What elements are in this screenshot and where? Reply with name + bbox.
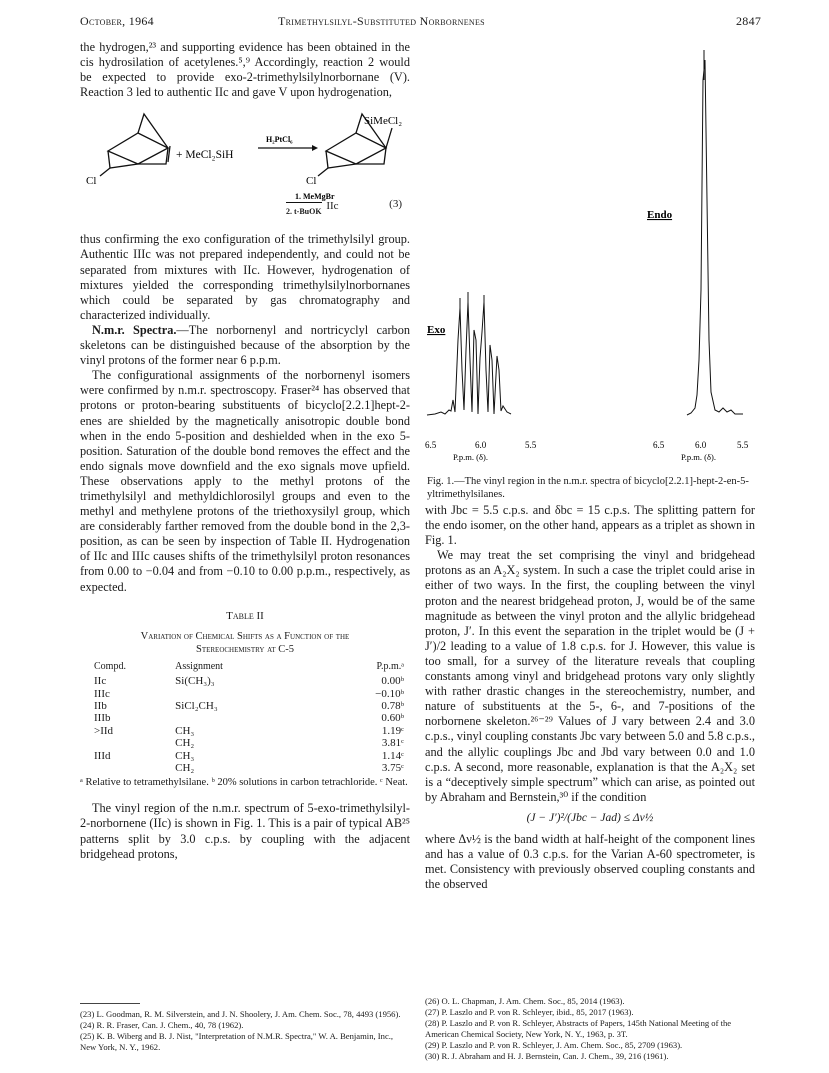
section-heading: N.m.r. Spectra. — [92, 322, 177, 337]
reference-item: (23) L. Goodman, R. M. Silverstein, and J. N. Shoolery, J. Am. Chem. Soc., 78, 4493 (1956). — [80, 1009, 401, 1019]
figure-caption: Fig. 1.—The vinyl region in the n.m.r. spectra of bicyclo[2.2.1]-hept-2-en-5-yltrimethylsilanes. — [427, 476, 749, 500]
silyl-substituent-label: SiMeCl₂ — [364, 115, 403, 128]
table-title: Table II — [226, 609, 264, 622]
footnote-rule — [80, 1003, 140, 1004]
table-cell: IIId — [94, 749, 111, 762]
chloro-label-right: Cl — [306, 175, 317, 188]
table-row — [88, 712, 410, 724]
right-column — [425, 503, 755, 892]
table-cell: CH₃ — [175, 724, 195, 737]
table-cell: IIIc — [94, 687, 110, 700]
table-cell: −0.10ᵇ — [375, 687, 404, 700]
paragraph-text: —The norbornenyl and nortricyclyl carbon skeletons can be distinguished because of the absorption by the vinyl protons of the former near 6 p.p.m. — [80, 322, 410, 368]
tick-label: 5.5 — [525, 440, 537, 450]
table-caption: Variation of Chemical Shifts as a Function of the — [140, 630, 350, 642]
reaction-scheme — [80, 106, 410, 217]
table-cell — [169, 712, 329, 724]
table-row — [88, 725, 410, 737]
step-1-label: 1. MeMgBr — [295, 192, 335, 202]
nmr-spectra-plot — [425, 40, 755, 470]
table-row — [88, 700, 410, 712]
table-cell: CH₃ — [175, 749, 195, 762]
paragraph: where Δν½ is the band width at half-height of the component lines and has a value of 0.3 c.p.s. for the Varian A-60 spectrometer, is met. Consistency with previously observed coupling constants and the observed — [425, 831, 755, 892]
chloro-label-left: Cl — [86, 175, 97, 188]
table-cell: CH₂ — [175, 737, 195, 750]
table-cell: CH₂ — [175, 761, 195, 774]
reference-item: (30) R. J. Abraham and H. J. Bernstein, Can. J. Chem., 39, 216 (1961). — [425, 1051, 669, 1061]
tick-label: 6.0 — [475, 440, 487, 450]
tick-label: 6.5 — [653, 440, 665, 450]
axis-label: P.p.m. (δ). — [453, 452, 488, 462]
reference-item: (25) K. B. Wiberg and B. J. Nist, "Interpretation of N.M.R. Spectra," W. A. Benjamin, Inc., New York, N. Y., 1962. — [80, 1031, 394, 1052]
reference-item: (24) R. R. Fraser, Can. J. Chem., 40, 78 (1962). — [80, 1020, 244, 1030]
table-row — [88, 688, 410, 700]
references-right — [425, 996, 755, 1062]
tick-label: 5.5 — [737, 440, 749, 450]
chemical-shift-table — [88, 661, 410, 775]
table-cell: 1.14ᶜ — [381, 749, 404, 762]
table-row — [88, 750, 410, 762]
tick-label: 6.0 — [695, 440, 707, 450]
table-header: Compd. — [94, 660, 126, 672]
table-footnote: ᵃ Relative to tetramethylsilane. ᵇ 20% solutions in carbon tetrachloride. ᶜ Neat. — [80, 777, 408, 789]
table-row — [88, 737, 410, 749]
table-row — [88, 762, 410, 774]
paragraph: The configurational assignments of the norbornenyl isomers were confirmed by n.m.r. spectroscopy. Fraser²⁴ has observed that protons or proton-bearing substituents of bicyclo[2.2.1]hept-2-enes are shielded by the magnetically anisotropic double bond when in the endo 5-position and deshielded when in the exo 5-position. Saturation of the double bond removes the effect and the endo signals move downfield and the exo signals move upfield. These observations apply to the methyl protons of the trimethylsilyl and methyldichlorosilyl groups and even to the methyl and methylene protons of the triethoxysilyl group, which are considerably farther removed from the double bond in the 2,3-position, as can be seen by inspection of Table II. Hydrogenation of IIc and IIIc causes shifts of the trimethylsilyl proton resonances from 0.00 to −0.04 and from −0.10 to 0.00 p.p.m., respectively, as expected. — [80, 368, 410, 594]
paragraph — [80, 323, 410, 368]
reference-item: (28) P. Laszlo and P. von R. Schleyer, Abstracts of Papers, 145th National Meeting of the American Chemical Society, New York, N. Y., 1963, p. 3T. — [425, 1018, 732, 1039]
reaction-3-row — [286, 198, 410, 219]
endo-label: Endo — [647, 209, 673, 221]
catalyst-label: H₂PtCl₆ — [266, 135, 293, 145]
reference-item: (29) P. Laszlo and P. von R. Schleyer, J. Am. Chem. Soc., 85, 2709 (1963). — [425, 1040, 683, 1050]
paragraph: The vinyl region of the n.m.r. spectrum of 5-exo-trimethylsilyl-2-norbornene (IIc) is shown in Fig. 1. This is a pair of typical AB²⁵ patterns split by 3.0 c.p.s. by coupling with the adjacent bridgehead protons, — [80, 801, 410, 861]
table-cell: IIb — [94, 699, 107, 712]
references-left — [80, 1009, 410, 1053]
exo-spectrum-trace — [427, 302, 511, 415]
table-row — [88, 675, 410, 687]
product-label: IIc — [326, 200, 339, 213]
reference-item: (27) P. Laszlo and P. von R. Schleyer, ibid., 85, 2017 (1963). — [425, 1007, 634, 1017]
table-cell — [88, 737, 169, 749]
step-2-label: 2. t-BuOK — [286, 202, 322, 219]
paragraph: the hydrogen,²³ and supporting evidence has been obtained in the cis hydrosilation of acetylenes.⁵,⁹ Accordingly, reaction 2 would be expected to provide exo-2-trimethylsilylnorbornane (V). Reaction 3 led to authentic IIc and gave V upon hydrogenation, — [80, 40, 410, 100]
equation-number: (3) — [389, 198, 402, 211]
reagent-label: + MeCl₂SiH — [176, 149, 234, 162]
table-cell: >IId — [94, 724, 114, 737]
page-number: 2847 — [736, 14, 762, 28]
running-header-title: Trimethylsilyl-Substituted Norbornenes — [278, 14, 485, 28]
condition-equation: (J − J′)²/(Jbc − Jad) ≤ Δν½ — [526, 811, 654, 824]
table-cell — [169, 688, 329, 700]
running-header-date: October, 1964 — [80, 14, 154, 28]
table-cell: 0.78ᵇ — [381, 699, 404, 712]
reaction-scheme-drawing — [80, 106, 410, 206]
table-cell: 3.75ᶜ — [381, 761, 404, 774]
table-cell: SiCl₂CH₃ — [175, 699, 218, 712]
paragraph: thus confirming the exo configuration of the trimethylsilyl group. Authentic IIIc was not prepared independently, and could not be separated from mixtures with IIc. However, hydrogenation of mixtures yielded the corresponding trimethylsilylnorbornanes which could be separated by gas chromatography and characterized individually. — [80, 232, 410, 322]
tick-label: 6.5 — [425, 440, 437, 450]
table-cell: Si(CH₃)₃ — [175, 675, 215, 688]
paragraph: We may treat the set comprising the vinyl and bridgehead protons as an A₂X₂ system. In such a case the triplet could arise in either of two ways. In the first, the coupling between the vinyl proton and the nearest bridgehead proton, J, would be of the same magnitude as between the vinyl proton and the allylic bridgehead proton, J′. In this event the separation in the triplet would be (J + J′)/2 leading to a value of 1.8 c.p.s. for J. However, this value is too small, for a survey of the literature reveals that coupling constants among vinyl and bridgehead protons vary only slightly with rather drastic changes in the stereochemistry, number, and nature of substituents at the 5-, 6-, and 7-positions of the norbornene skeleton.²⁶⁻²⁹ Values of J vary between 2.4 and 3.0 c.p.s., vinyl coupling constants Jbc vary between 5.0 and 5.8 c.p.s., and the allylic couplings Jbc and Jbd vary between 0.0 and 1.0 c.p.s. A second, more reasonable, explanation is that the A₂X₂ set is a “deceptively simple spectrum” which can arise, as pointed out by Abraham and Bernstein,³⁰ if the condition — [425, 548, 755, 804]
figure-1 — [425, 40, 755, 510]
table-cell: IIIb — [94, 712, 111, 725]
table-cell — [88, 762, 169, 774]
table-caption: Stereochemistry at C-5 — [195, 644, 294, 656]
paragraph: with Jbc = 5.5 c.p.s. and δbc = 15 c.p.s. The splitting pattern for the endo isomer, on the other hand, appears as a triplet as shown in Fig. 1. — [425, 503, 755, 548]
table-cell: 0.00ᵇ — [381, 675, 404, 688]
table-header: P.p.m.ᵃ — [376, 660, 404, 672]
table-cell: 3.81ᶜ — [381, 737, 404, 750]
table-cell: 0.60ᵇ — [381, 712, 404, 725]
endo-spectrum-trace — [687, 60, 743, 415]
reference-item: (26) O. L. Chapman, J. Am. Chem. Soc., 85, 2014 (1963). — [425, 996, 625, 1006]
table-header: Assignment — [175, 660, 223, 672]
exo-label: Exo — [427, 324, 446, 336]
table-cell: IIc — [94, 675, 107, 688]
table-cell: 1.19ᶜ — [381, 724, 404, 737]
left-column — [80, 40, 410, 862]
axis-label: P.p.m. (δ). — [681, 452, 716, 462]
